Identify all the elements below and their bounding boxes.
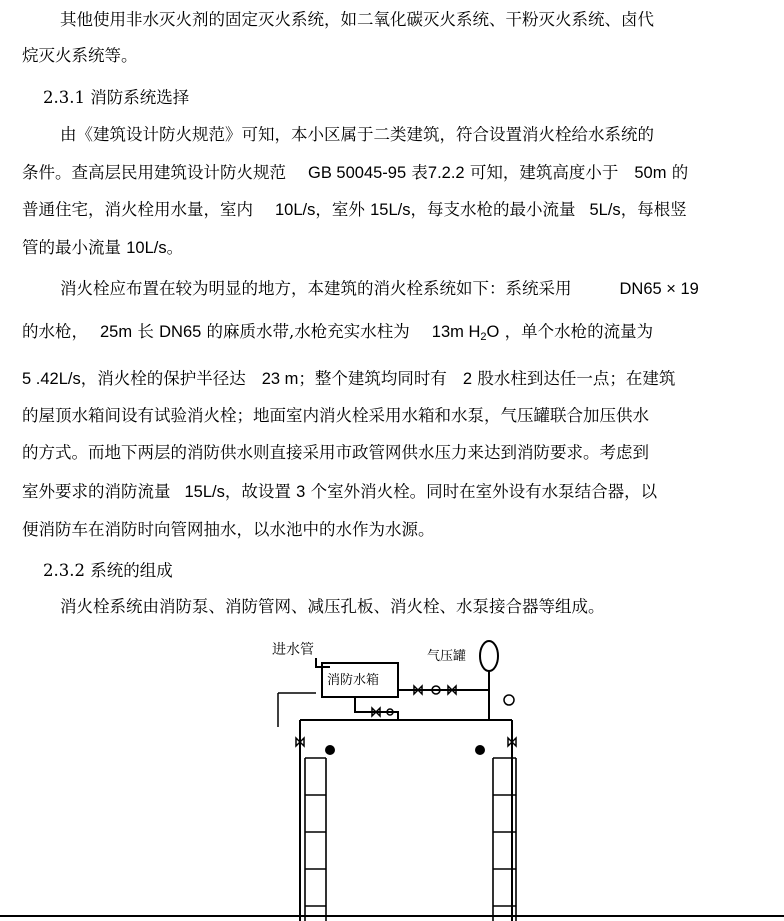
paragraph-line: 普通住宅，消火栓用水量，室内 10L/s，室外 15L/s，每支水枪的最小流量 5L/s，每根竖 bbox=[22, 200, 687, 219]
paragraph-line: 的屋顶水箱间设有试验消火栓；地面室内消火栓采用水箱和水泵，气压罐联合加压供水 bbox=[22, 406, 649, 425]
paragraph-line: 的方式。而地下两层的消防供水则直接采用市政管网供水压力来达到消防要求。考虑到 bbox=[22, 443, 649, 462]
paragraph-line: 消火栓应布置在较为明显的地方，本建筑的消火栓系统如下：系统采用 DN65 × 19 bbox=[60, 279, 699, 298]
paragraph-line: 便消防车在消防时向管网抽水，以水池中的水作为水源。 bbox=[22, 520, 435, 539]
hydrant-icon bbox=[475, 745, 485, 755]
paragraph-line: 条件。查高层民用建筑设计防火规范 GB 50045-95 表7.2.2 可知，建筑高度小于 50m 的 bbox=[22, 163, 689, 182]
pump-pipe bbox=[355, 697, 398, 720]
paragraph-line: 其他使用非水灭火剂的固定灭火系统，如二氧化碳灭火系统、干粉灭火系统、卤代 bbox=[60, 10, 654, 29]
paragraph-line: 消火栓系统由消防泵、消防管网、减压孔板、消火栓、水泵接合器等组成。 bbox=[60, 597, 605, 616]
page-bottom-rule bbox=[0, 915, 784, 917]
section-heading-2-3-2: 2.3.2 系统的组成 bbox=[43, 561, 173, 580]
pressure-tank bbox=[480, 641, 498, 671]
pressure-gauge-icon bbox=[504, 695, 514, 705]
section-heading-2-3-1: 2.3.1 消防系统选择 bbox=[43, 88, 190, 107]
paragraph-line: 管的最小流量 10L/s。 bbox=[22, 238, 184, 257]
paragraph-line: 5 .42L/s，消火栓的保护半径达 23 m；整个建筑均同时有 2 股水柱到达任一点；在建筑 bbox=[22, 369, 676, 388]
inlet-pipe-label: 进水管 bbox=[272, 642, 314, 658]
paragraph-line: 由《建筑设计防火规范》可知，本小区属于二类建筑，符合设置消火栓给水系统的 bbox=[60, 125, 654, 144]
hydrant-icon bbox=[325, 745, 335, 755]
pressure-tank-label: 气压罐 bbox=[427, 649, 467, 664]
tank-label: 消防水箱 bbox=[327, 673, 380, 688]
paragraph-line: 室外要求的消防流量 15L/s，故设置 3 个室外消火栓。同时在室外设有水泵结合器，以 bbox=[22, 482, 658, 501]
paragraph-line: 烷灭火系统等。 bbox=[22, 46, 138, 65]
paragraph-line: 的水枪， 25m 长 DN65 的麻质水带,水枪充实水柱为 13m $H_2O$ ，单个水枪的流量为 bbox=[22, 322, 654, 343]
